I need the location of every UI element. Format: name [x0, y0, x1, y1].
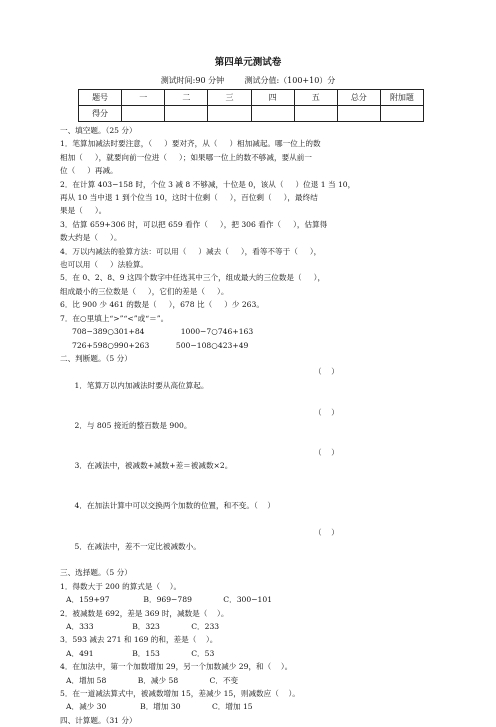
- choice-options: A．491 B．153 C．53: [66, 648, 215, 658]
- score-table-score-row: [79, 106, 424, 122]
- section-heading-multiple-choice: 三、选择题。（5 分）: [60, 568, 132, 578]
- question-line: 1．笔算加减法时要注意，（ ）要对齐，从（ ）相加减起。哪一位上的数: [60, 139, 321, 149]
- question-line: 果是（ ）。: [60, 206, 107, 216]
- score-cell: [380, 106, 423, 122]
- score-header-cell: 三: [208, 90, 251, 106]
- score-cell: [251, 106, 294, 122]
- score-header-cell: 二: [165, 90, 208, 106]
- comparison-row: 708−389○301+84 1000−7○746+163: [72, 327, 254, 337]
- question-line: 6．比 900 少 461 的数是（ ），678 比（ ）少 263。: [60, 300, 264, 310]
- choice-question: 2．被减数是 692，差是 369 时，减数是（ ）。: [60, 608, 229, 618]
- exam-subtitle: 测试时间:90 分钟 测试分值:（100+10）分: [160, 76, 336, 85]
- exam-content: [60, 124, 440, 727]
- judge-item: [60, 526, 440, 566]
- score-cell: [208, 106, 251, 122]
- judge-item: [60, 486, 440, 526]
- choice-options: A．减少 30 B．增加 30 C．增加 15: [66, 702, 253, 712]
- comparison-row: 726+598○990+263 500−108○423+49: [72, 340, 249, 350]
- question-line: 7．在○里填上“>”“<”或“＝”。: [60, 313, 169, 323]
- question-line: 4．万以内减法的验算方法：可以用（ ）减去（ ），看等不等于（ ），: [60, 246, 322, 256]
- section-heading-calculation: 四、计算题。（31 分）: [60, 715, 137, 725]
- question-line: 2．在计算 403−158 时，个位 3 减 8 不够减，十位是 0，该从（ ）位退 1 当 10，: [60, 179, 356, 189]
- choice-options: A．333 B．323 C．233: [66, 622, 220, 632]
- choice-options: A．增加 58 B．减少 58 C．不变: [66, 675, 239, 685]
- score-header-cell: 附加题: [380, 90, 423, 106]
- score-cell: [337, 106, 380, 122]
- question-line: 3．估算 659+306 时，可以把 659 看作（ ），把 306 看作（ ），估算得: [60, 219, 328, 229]
- answer-paren: （ ）: [314, 528, 339, 538]
- section-heading-true-false: 二、判断题。（5 分）: [60, 353, 132, 363]
- score-cell: [165, 106, 208, 122]
- score-header-cell: 五: [294, 90, 337, 106]
- question-line: 位（ ）再减。: [60, 166, 118, 176]
- question-line: 也可以用（ ）法验算。: [60, 260, 149, 270]
- judge-item: [60, 365, 440, 405]
- answer-paren: （ ）: [314, 447, 339, 457]
- question-line: 相加（ ），就要向前一位进（ ）；如果哪一位上的数不够减，要从前一: [60, 152, 312, 162]
- score-header-cell: 一: [122, 90, 165, 106]
- score-cell: [294, 106, 337, 122]
- score-header-cell: 总分: [337, 90, 380, 106]
- judge-item-text: 1．笔算万以内加减法时要从高位算起。: [74, 380, 209, 390]
- question-line: 5．在 0、2、8、9 这四个数字中任选其中三个，组成最大的三位数是（ ），: [60, 273, 326, 283]
- judge-item: [60, 446, 440, 486]
- judge-item-text: 2．与 805 接近的整百数是 900。: [74, 420, 192, 430]
- choice-question: 4．在加法中，第一个加数增加 29，另一个加数减少 29，和（ ）。: [60, 662, 293, 672]
- question-line: 数大约是（ ）。: [60, 233, 122, 243]
- judge-item-text: 3．在减法中，被减数+减数+差＝被减数×2。: [74, 461, 233, 471]
- choice-question: 3．593 减去 271 和 169 的和，差是（ ）。: [60, 635, 218, 645]
- score-cell: [122, 106, 165, 122]
- exam-title: 第四单元测试卷: [214, 57, 282, 68]
- score-header-cell: 四: [251, 90, 294, 106]
- judge-item-text: 5．在减法中，差不一定比被减数小。: [74, 541, 201, 551]
- score-row-label: 得分: [79, 106, 122, 122]
- score-header-cell: 题号: [79, 90, 122, 106]
- choice-question: 1．得数大于 200 的算式是（ ）。: [60, 581, 182, 591]
- score-table-header-row: [79, 90, 424, 106]
- section-heading-fill-in: 一、填空题。（25 分）: [60, 126, 137, 135]
- answer-paren: （ ）: [314, 367, 339, 377]
- judge-item-text: 4．在加法计算中可以交换两个加数的位置，和不变。（ ）: [74, 501, 276, 511]
- question-line: 组成最小的三位数是（ ），它们的差是（ ）。: [60, 286, 229, 296]
- answer-paren: （ ）: [314, 407, 339, 417]
- choice-question: 5．在一道减法算式中，被减数增加 15，差减少 15，则减数应（ ）。: [60, 689, 300, 699]
- score-table: [78, 89, 424, 122]
- choice-options: A．159+97 B．969−789 C．300−101: [66, 595, 273, 605]
- judge-item: [60, 406, 440, 446]
- question-line: 再从 10 当中退 1 到个位当 10，这时十位剩（ ），百位剩（ ），最终结: [60, 193, 318, 203]
